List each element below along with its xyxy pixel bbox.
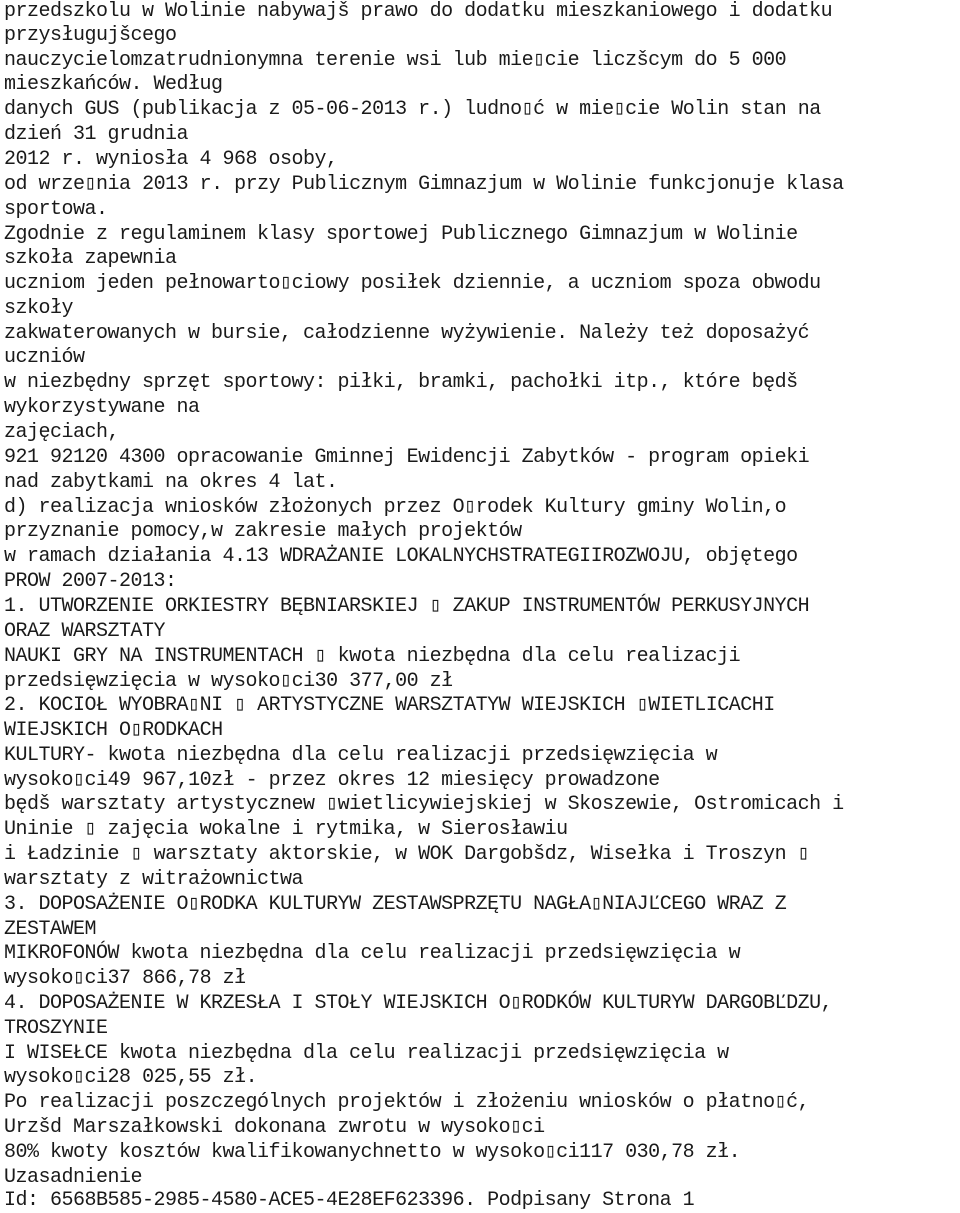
text-line: i Ładzinie ▯ warsztaty aktorskie, w WOK Dargobšdz, Wisełka i Troszyn ▯ xyxy=(4,843,810,866)
text-line: warsztaty z witrażownictwa xyxy=(4,868,304,891)
text-line: w ramach działania 4.13 WDRAŻANIE LOKALNYCHSTRATEGIIROZWOJU, objętego xyxy=(4,545,798,568)
text-line: Urzšd Marszałkowski dokonana zwrotu w wysoko▯ci xyxy=(4,1116,545,1139)
text-line: szkoły xyxy=(4,297,74,320)
text-line: szkoła zapewnia xyxy=(4,247,177,270)
text-line: PROW 2007-2013: xyxy=(4,570,177,593)
text-line: 80% kwoty kosztów kwalifikowanychnetto w wysoko▯ci117 030,78 zł. xyxy=(4,1141,741,1164)
text-line: wysoko▯ci37 866,78 zł xyxy=(4,967,246,990)
text-line: przedszkolu w Wolinie nabywajš prawo do dodatku mieszkaniowego i dodatku xyxy=(4,0,833,23)
text-line: nauczycielomzatrudnionymna terenie wsi lub mie▯cie liczšcym do 5 000 xyxy=(4,49,787,72)
text-line: KULTURY- kwota niezbędna dla celu realizacji przedsięwzięcia w xyxy=(4,744,718,767)
text-line: Po realizacji poszczególnych projektów i złożeniu wniosków o płatno▯ć, xyxy=(4,1091,810,1114)
text-line: WIEJSKICH O▯RODKACH xyxy=(4,719,223,742)
text-line: ZESTAWEM xyxy=(4,918,97,941)
text-line: 921 92120 4300 opracowanie Gminnej Ewidencji Zabytków - program opieki xyxy=(4,446,810,469)
text-line: przysługujšcego xyxy=(4,24,177,47)
text-line: d) realizacja wniosków złożonych przez O▯rodek Kultury gminy Wolin,o xyxy=(4,496,787,519)
text-line: przyznanie pomocy,w zakresie małych projektów xyxy=(4,520,522,543)
text-line: MIKROFONÓW kwota niezbędna dla celu realizacji przedsięwzięcia w xyxy=(4,942,741,965)
text-line: sportowa. xyxy=(4,198,108,221)
text-line: 1. UTWORZENIE ORKIESTRY BĘBNIARSKIEJ ▯ ZAKUP INSTRUMENTÓW PERKUSYJNYCH xyxy=(4,595,810,618)
document-page xyxy=(4,0,958,1212)
text-line: 2012 r. wyniosła 4 968 osoby, xyxy=(4,148,338,171)
text-line: Uzasadnienie xyxy=(4,1166,143,1189)
text-line: przedsięwzięcia w wysoko▯ci30 377,00 zł xyxy=(4,670,453,693)
text-line: I WISEŁCE kwota niezbędna dla celu realizacji przedsięwzięcia w xyxy=(4,1042,729,1065)
text-line: dzień 31 grudnia xyxy=(4,123,189,146)
text-line: wysoko▯ci49 967,10zł - przez okres 12 miesięcy prowadzone xyxy=(4,769,660,792)
text-line: nad zabytkami na okres 4 lat. xyxy=(4,471,338,494)
text-line: zajęciach, xyxy=(4,421,120,444)
text-line: mieszkańców. Według xyxy=(4,73,223,96)
text-line: ORAZ WARSZTATY xyxy=(4,620,166,643)
text-line: Id: 6568B585-2985-4580-ACE5-4E28EF623396. Podpisany Strona 1 xyxy=(4,1189,695,1212)
text-line: w niezbędny sprzęt sportowy: piłki, bramki, pachołki itp., które będš xyxy=(4,371,798,394)
text-line: zakwaterowanych w bursie, całodzienne wyżywienie. Należy też doposażyć xyxy=(4,322,810,345)
text-line: NAUKI GRY NA INSTRUMENTACH ▯ kwota niezbędna dla celu realizacji xyxy=(4,645,741,668)
text-line: 2. KOCIOŁ WYOBRA▯NI ▯ ARTYSTYCZNE WARSZTATYW WIEJSKICH ▯WIETLICACHI xyxy=(4,694,775,717)
text-line: Uninie ▯ zajęcia wokalne i rytmika, w Sierosławiu xyxy=(4,818,568,841)
text-line: uczniów xyxy=(4,346,85,369)
text-line: Zgodnie z regulaminem klasy sportowej Publicznego Gimnazjum w Wolinie xyxy=(4,223,798,246)
text-line: 3. DOPOSAŻENIE O▯RODKA KULTURYW ZESTAWSPRZĘTU NAGŁA▯NIAJĽCEGO WRAZ Z xyxy=(4,893,787,916)
text-line: TROSZYNIE xyxy=(4,1017,108,1040)
text-line: wysoko▯ci28 025,55 zł. xyxy=(4,1066,258,1089)
text-line: danych GUS (publikacja z 05-06-2013 r.) ludno▯ć w mie▯cie Wolin stan na xyxy=(4,98,821,121)
text-line: 4. DOPOSAŻENIE W KRZESŁA I STOŁY WIEJSKICH O▯RODKÓW KULTURYW DARGOBĽDZU, xyxy=(4,992,833,1015)
text-line: będš warsztaty artystycznew ▯wietlicywiejskiej w Skoszewie, Ostromicach i xyxy=(4,793,844,816)
text-line: uczniom jeden pełnowarto▯ciowy posiłek dziennie, a uczniom spoza obwodu xyxy=(4,272,821,295)
text-line: od wrze▯nia 2013 r. przy Publicznym Gimnazjum w Wolinie funkcjonuje klasa xyxy=(4,173,844,196)
text-line: wykorzystywane na xyxy=(4,396,200,419)
